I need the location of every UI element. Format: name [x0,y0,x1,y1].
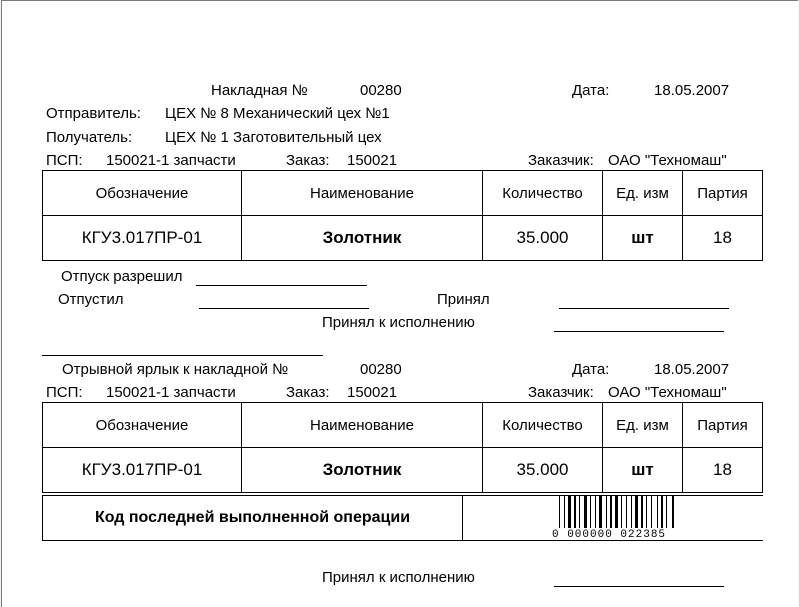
invoice-title-label: Накладная № [211,82,308,99]
document-page [1,0,798,607]
tearoff-table-header-row [43,403,763,448]
customer-value: ОАО "Техномаш" [608,152,727,169]
barcode-bar [626,496,627,528]
tearoff-divider [42,355,323,356]
tearoff-order-label: Заказ: [286,384,330,401]
header-designation: Обозначение [43,171,242,216]
header-name: Наименование [242,171,483,216]
invoice-date: 18.05.2007 [654,82,730,99]
barcode-bar [621,496,622,528]
tearoff-header-quantity: Количество [483,403,603,448]
cell-batch: 18 [683,216,763,261]
barcode-bar [599,496,602,528]
barcode-bar [631,496,632,528]
barcode-bar [657,496,658,528]
barcode-bar [574,496,576,528]
barcode-bar [564,496,565,528]
order-value: 150021 [347,152,398,169]
customer-label: Заказчик: [528,152,594,169]
barcode-bar [646,496,647,528]
accepted-exec-label: Принял к исполнению [322,314,475,331]
tearoff-cell-quantity: 35.000 [483,448,603,493]
tearoff-header-designation: Обозначение [43,403,242,448]
tearoff-header-unit: Ед. изм [603,403,683,448]
tearoff-customer-value: ОАО "Техномаш" [608,384,727,401]
cell-name: Золотник [242,216,483,261]
header-unit: Ед. изм [603,171,683,216]
barcode-bar [672,496,674,528]
barcode-bar [579,496,580,528]
tearoff-cell-name: Золотник [242,448,483,493]
tearoff-header-name: Наименование [242,403,483,448]
sender-label: Отправитель: [46,105,141,122]
cell-designation: КГУ3.017ПР-01 [43,216,242,261]
released-by-label: Отпустил [58,291,124,308]
psp-value: 150021-1 запчасти [106,152,236,169]
barcode-number: 0 000000 022385 [552,529,667,541]
header-quantity: Количество [483,171,603,216]
barcode-bar [584,496,587,528]
cell-quantity: 35.000 [483,216,603,261]
released-by-signature-line [199,308,369,309]
barcode-bar [606,496,607,528]
barcode-bar [590,496,591,528]
tearoff-header-batch: Партия [683,403,763,448]
receiver-label: Получатель: [46,129,133,146]
tearoff-date-label: Дата: [572,361,610,378]
release-allowed-signature-line [196,285,367,286]
tearoff-psp-label: ПСП: [46,384,83,401]
table-row [43,216,763,261]
tearoff-psp-value: 150021-1 запчасти [106,384,236,401]
barcode-bar [635,496,638,528]
barcode-bar [559,496,560,528]
barcode-bar [661,496,663,528]
barcode-bar [595,496,596,528]
order-label: Заказ: [286,152,330,169]
accepted-exec-signature-line [554,331,724,332]
tearoff-accepted-exec-signature-line [554,586,724,587]
tearoff-date: 18.05.2007 [654,361,730,378]
items-table [42,170,763,261]
barcode-bar [610,496,612,528]
header-batch: Партия [683,171,763,216]
tearoff-number: 00280 [360,361,402,378]
release-allowed-label: Отпуск разрешил [61,268,183,285]
table-row [43,448,763,493]
tearoff-order-value: 150021 [347,384,398,401]
invoice-date-label: Дата: [572,82,610,99]
barcode-bar [568,496,571,528]
accepted-signature-line [559,308,729,309]
last-operation-label: Код последней выполненной операции [43,496,463,541]
tearoff-accepted-exec-label: Принял к исполнению [322,569,475,586]
tearoff-title-label: Отрывной ярлык к накладной № [62,361,289,378]
barcode-bar [615,496,618,528]
invoice-number: 00280 [360,82,402,99]
tearoff-cell-batch: 18 [683,448,763,493]
psp-label: ПСП: [46,152,83,169]
table-header-row [43,171,763,216]
cell-unit: шт [603,216,683,261]
barcode-bar [651,496,652,528]
barcode [551,494,691,530]
tearoff-cell-designation: КГУ3.017ПР-01 [43,448,242,493]
tearoff-items-table [42,402,763,493]
tearoff-cell-unit: шт [603,448,683,493]
barcode-bar [666,496,667,528]
receiver-value: ЦЕХ № 1 Заготовительный цех [165,129,382,146]
barcode-bar [641,496,643,528]
sender-value: ЦЕХ № 8 Механический цех №1 [165,105,390,122]
accepted-label: Принял [437,291,490,308]
tearoff-customer-label: Заказчик: [528,384,594,401]
